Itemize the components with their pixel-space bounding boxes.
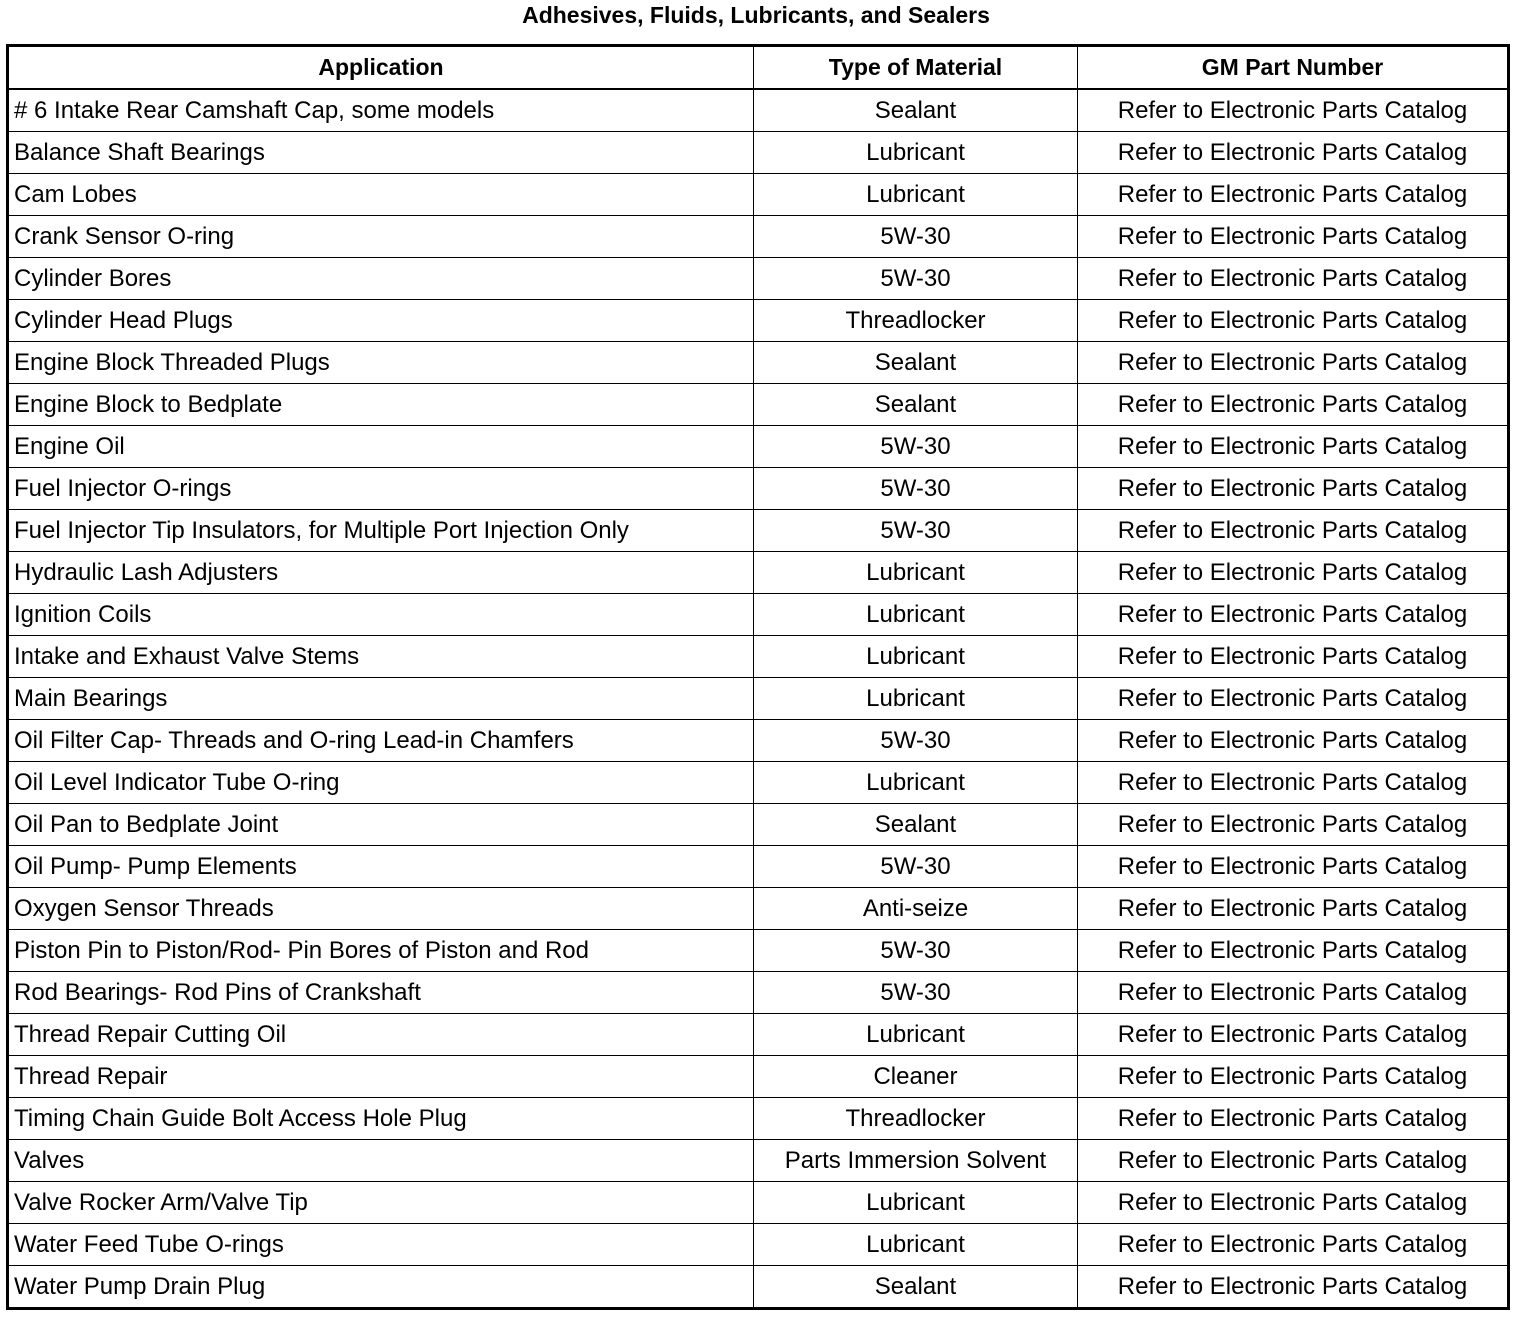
cell-material: Lubricant [754,1224,1078,1266]
cell-material: Sealant [754,342,1078,384]
cell-part-number: Refer to Electronic Parts Catalog [1078,888,1509,930]
cell-material: 5W-30 [754,930,1078,972]
cell-application: Fuel Injector O-rings [8,468,754,510]
table-row [8,636,1509,678]
cell-part-number: Refer to Electronic Parts Catalog [1078,132,1509,174]
cell-part-number: Refer to Electronic Parts Catalog [1078,972,1509,1014]
cell-application: Main Bearings [8,678,754,720]
table-row [8,1014,1509,1056]
cell-application: Crank Sensor O-ring [8,216,754,258]
cell-material: Lubricant [754,636,1078,678]
cell-part-number: Refer to Electronic Parts Catalog [1078,300,1509,342]
cell-part-number: Refer to Electronic Parts Catalog [1078,342,1509,384]
table-row [8,804,1509,846]
table-row [8,720,1509,762]
cell-application: Cylinder Bores [8,258,754,300]
cell-application: Intake and Exhaust Valve Stems [8,636,754,678]
cell-application: Balance Shaft Bearings [8,132,754,174]
table-row [8,1098,1509,1140]
cell-part-number: Refer to Electronic Parts Catalog [1078,1140,1509,1182]
cell-application: Oil Filter Cap- Threads and O-ring Lead-in Chamfers [8,720,754,762]
table-row [8,846,1509,888]
cell-application: Engine Block to Bedplate [8,384,754,426]
cell-part-number: Refer to Electronic Parts Catalog [1078,762,1509,804]
cell-part-number: Refer to Electronic Parts Catalog [1078,258,1509,300]
cell-material: 5W-30 [754,426,1078,468]
table-header-row [8,46,1509,90]
cell-part-number: Refer to Electronic Parts Catalog [1078,846,1509,888]
table-row [8,552,1509,594]
cell-application: Engine Oil [8,426,754,468]
cell-material: Anti-seize [754,888,1078,930]
table-row [8,510,1509,552]
table-row [8,1140,1509,1182]
cell-material: Threadlocker [754,300,1078,342]
cell-part-number: Refer to Electronic Parts Catalog [1078,1182,1509,1224]
cell-application: Oxygen Sensor Threads [8,888,754,930]
cell-application: Thread Repair [8,1056,754,1098]
table-row [8,972,1509,1014]
table-row [8,132,1509,174]
cell-part-number: Refer to Electronic Parts Catalog [1078,1014,1509,1056]
cell-material: Sealant [754,804,1078,846]
cell-part-number: Refer to Electronic Parts Catalog [1078,1266,1509,1309]
cell-application: Piston Pin to Piston/Rod- Pin Bores of Piston and Rod [8,930,754,972]
table-row [8,1182,1509,1224]
cell-part-number: Refer to Electronic Parts Catalog [1078,174,1509,216]
cell-part-number: Refer to Electronic Parts Catalog [1078,468,1509,510]
cell-part-number: Refer to Electronic Parts Catalog [1078,636,1509,678]
table-row [8,300,1509,342]
materials-table [6,44,1510,1310]
cell-part-number: Refer to Electronic Parts Catalog [1078,804,1509,846]
cell-application: Ignition Coils [8,594,754,636]
cell-application: Valve Rocker Arm/Valve Tip [8,1182,754,1224]
cell-part-number: Refer to Electronic Parts Catalog [1078,426,1509,468]
cell-material: 5W-30 [754,258,1078,300]
cell-material: 5W-30 [754,846,1078,888]
cell-application: Oil Level Indicator Tube O-ring [8,762,754,804]
cell-material: 5W-30 [754,720,1078,762]
cell-material: 5W-30 [754,216,1078,258]
cell-material: Lubricant [754,174,1078,216]
table-row [8,258,1509,300]
cell-application: Rod Bearings- Rod Pins of Crankshaft [8,972,754,1014]
cell-part-number: Refer to Electronic Parts Catalog [1078,1056,1509,1098]
cell-material: Sealant [754,89,1078,132]
cell-part-number: Refer to Electronic Parts Catalog [1078,510,1509,552]
cell-application: Water Pump Drain Plug [8,1266,754,1309]
table-row [8,426,1509,468]
cell-material: Sealant [754,384,1078,426]
cell-material: Lubricant [754,132,1078,174]
page-title: Adhesives, Fluids, Lubricants, and Sealers [522,2,990,28]
table-row [8,89,1509,132]
cell-application: # 6 Intake Rear Camshaft Cap, some models [8,89,754,132]
cell-application: Timing Chain Guide Bolt Access Hole Plug [8,1098,754,1140]
cell-part-number: Refer to Electronic Parts Catalog [1078,1098,1509,1140]
cell-material: Lubricant [754,552,1078,594]
table-row [8,174,1509,216]
table-row [8,468,1509,510]
column-header-application: Application [8,46,754,90]
column-header-part-number: GM Part Number [1078,46,1509,90]
cell-application: Water Feed Tube O-rings [8,1224,754,1266]
cell-material: Cleaner [754,1056,1078,1098]
table-row [8,1266,1509,1309]
table-row [8,384,1509,426]
cell-material: 5W-30 [754,468,1078,510]
cell-material: Lubricant [754,762,1078,804]
cell-material: Parts Immersion Solvent [754,1140,1078,1182]
cell-material: 5W-30 [754,972,1078,1014]
cell-part-number: Refer to Electronic Parts Catalog [1078,1224,1509,1266]
table-row [8,930,1509,972]
cell-application: Cylinder Head Plugs [8,300,754,342]
cell-material: Lubricant [754,1182,1078,1224]
cell-part-number: Refer to Electronic Parts Catalog [1078,930,1509,972]
cell-application: Engine Block Threaded Plugs [8,342,754,384]
cell-material: Sealant [754,1266,1078,1309]
cell-material: Lubricant [754,1014,1078,1056]
cell-part-number: Refer to Electronic Parts Catalog [1078,678,1509,720]
cell-part-number: Refer to Electronic Parts Catalog [1078,552,1509,594]
cell-application: Oil Pan to Bedplate Joint [8,804,754,846]
cell-part-number: Refer to Electronic Parts Catalog [1078,216,1509,258]
cell-application: Oil Pump- Pump Elements [8,846,754,888]
cell-part-number: Refer to Electronic Parts Catalog [1078,720,1509,762]
column-header-material: Type of Material [754,46,1078,90]
table-row [8,678,1509,720]
table-row [8,762,1509,804]
cell-material: Lubricant [754,594,1078,636]
cell-part-number: Refer to Electronic Parts Catalog [1078,594,1509,636]
cell-material: Threadlocker [754,1098,1078,1140]
table-row [8,216,1509,258]
table-row [8,594,1509,636]
table-row [8,888,1509,930]
cell-application: Valves [8,1140,754,1182]
cell-part-number: Refer to Electronic Parts Catalog [1078,384,1509,426]
table-row [8,1056,1509,1098]
cell-part-number: Refer to Electronic Parts Catalog [1078,89,1509,132]
cell-material: 5W-30 [754,510,1078,552]
cell-application: Cam Lobes [8,174,754,216]
table-body [8,89,1509,1309]
cell-application: Hydraulic Lash Adjusters [8,552,754,594]
cell-material: Lubricant [754,678,1078,720]
cell-application: Fuel Injector Tip Insulators, for Multiple Port Injection Only [8,510,754,552]
cell-application: Thread Repair Cutting Oil [8,1014,754,1056]
table-row [8,1224,1509,1266]
table-row [8,342,1509,384]
